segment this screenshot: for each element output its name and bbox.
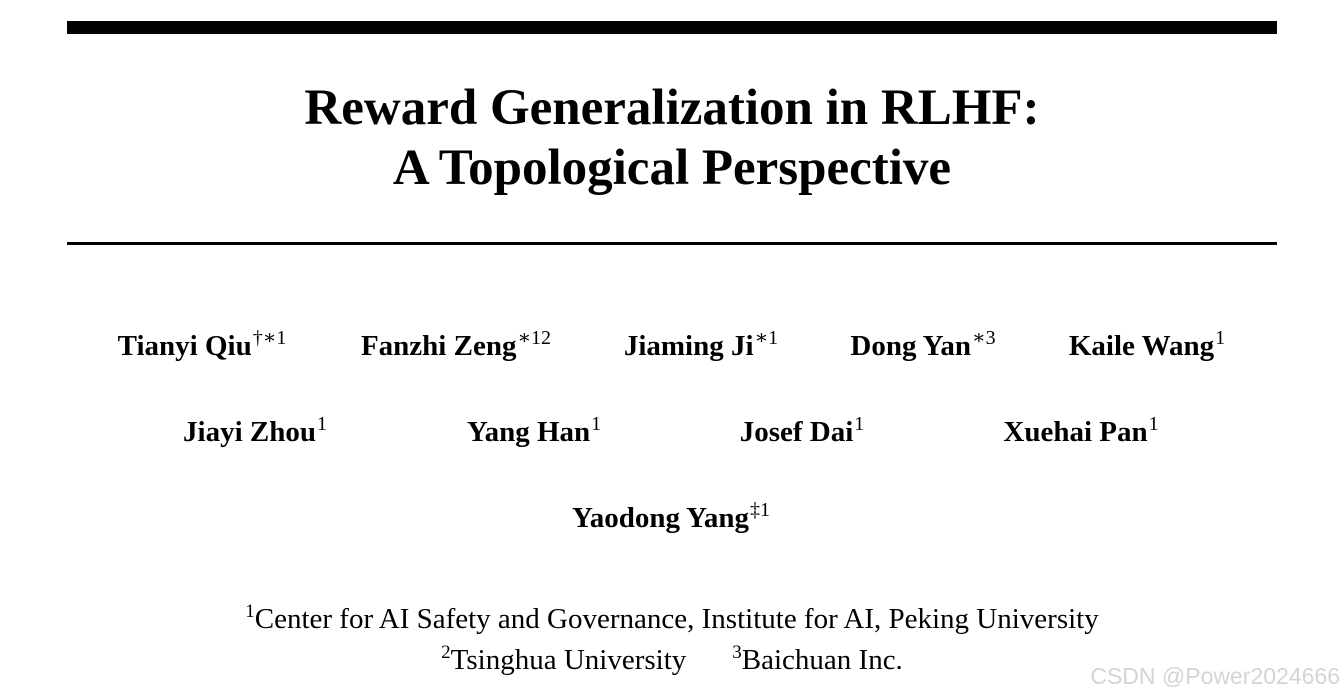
author-name: Kaile Wang xyxy=(1068,330,1215,362)
author-name: Yang Han xyxy=(466,416,591,448)
affiliation-mark: 3 xyxy=(732,642,742,663)
author-marks: ‡1 xyxy=(750,499,771,521)
author-marks: †∗1 xyxy=(252,327,287,349)
author-name: Tianyi Qiu xyxy=(117,330,252,362)
author xyxy=(624,326,778,369)
author xyxy=(118,326,287,369)
author-row-3 xyxy=(0,498,1344,538)
author-marks: 1 xyxy=(316,413,327,435)
affiliation-text: Tsinghua University xyxy=(450,644,687,676)
author-row-1 xyxy=(0,326,1344,366)
watermark: CSDN @Power2024666 xyxy=(1090,663,1340,689)
author-name: Xuehai Pan xyxy=(1003,416,1148,448)
author-name: Fanzhi Zeng xyxy=(360,330,517,362)
affiliation-mark: 1 xyxy=(245,601,255,622)
author-marks: ∗3 xyxy=(972,327,996,349)
author xyxy=(572,498,770,541)
author-marks: ∗12 xyxy=(517,327,552,349)
author xyxy=(183,412,327,455)
author-marks: 1 xyxy=(854,413,865,435)
author-name: Josef Dai xyxy=(739,416,854,448)
affiliation-line-1 xyxy=(0,599,1344,643)
affiliation-mark: 2 xyxy=(441,642,451,663)
author xyxy=(1069,326,1225,369)
author xyxy=(740,412,865,455)
affiliation-text: Center for AI Safety and Governance, Institute for AI, Peking University xyxy=(254,603,1099,635)
author-name: Yaodong Yang xyxy=(571,502,750,534)
author-name: Dong Yan xyxy=(850,330,972,362)
author xyxy=(1003,412,1158,455)
author-name: Jiaming Ji xyxy=(623,330,754,362)
author xyxy=(467,412,601,455)
author-marks: 1 xyxy=(1148,413,1159,435)
paper-title-line-1: Reward Generalization in RLHF: xyxy=(304,80,1040,136)
author-marks: 1 xyxy=(1215,327,1226,349)
author-marks: 1 xyxy=(591,413,602,435)
affiliation-text: Baichuan Inc. xyxy=(741,644,903,676)
bottom-rule xyxy=(67,242,1277,245)
author-marks: ∗1 xyxy=(754,327,779,349)
author-name: Jiayi Zhou xyxy=(183,416,316,448)
author xyxy=(850,326,995,369)
top-rule xyxy=(67,21,1277,34)
author xyxy=(361,326,551,369)
author-row-2 xyxy=(0,412,1344,452)
paper-title-line-2: A Topological Perspective xyxy=(392,140,952,196)
